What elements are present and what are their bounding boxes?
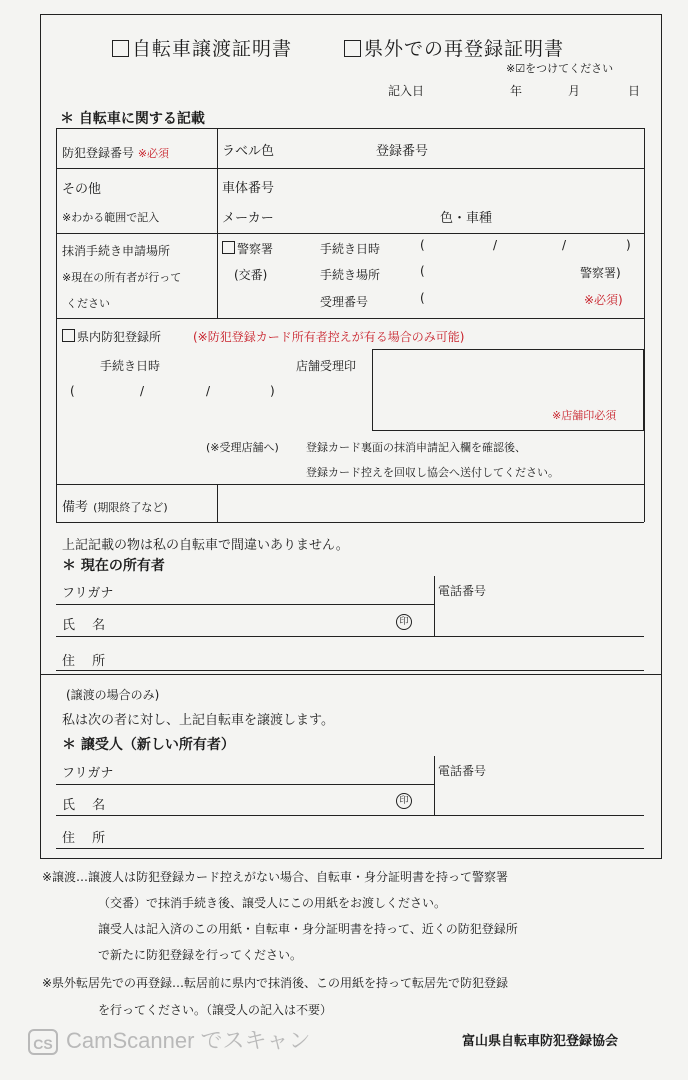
organization-name: 富山県自転車防犯登録協会 [462, 1034, 619, 1049]
form-frame [40, 14, 662, 859]
form-rule [56, 784, 434, 785]
color-type-label: 色・車種 [440, 211, 493, 226]
owner-heading: ＊ 現在の所有者 [62, 558, 165, 574]
date-year: 年 [510, 84, 523, 98]
checkbox-icon [222, 241, 235, 254]
crime-reg-no-label: 防犯登録番号 ※必須 [62, 146, 170, 160]
label-color-label: ラベル色 [222, 144, 275, 159]
owner-statement: 上記記載の物は私の自転車で間違いありません。 [62, 538, 349, 553]
paren-close: ) [626, 238, 631, 252]
owner-phone-label: 電話番号 [438, 584, 487, 598]
checkbox-icon [344, 40, 361, 57]
reg-number-label: 登録番号 [376, 144, 429, 159]
cancel-note-2: ください [66, 297, 110, 310]
police-option: 警察署 [222, 240, 273, 257]
form-rule [56, 670, 644, 671]
body-number-label: 車体番号 [222, 181, 275, 196]
paren-open: ( [420, 291, 425, 305]
table-rule [56, 318, 57, 522]
transferee-address-label: 住 所 [62, 831, 106, 846]
checkbox-icon [62, 329, 75, 342]
paren-close: ) [270, 384, 275, 398]
seal-icon: 印 [396, 793, 412, 809]
cancel-note-1: ※現在の所有者が行って [62, 271, 182, 284]
remarks-field[interactable] [222, 488, 640, 518]
to-store-line-1: 登録カード裏面の抹消申請記入欄を確認後、 [306, 441, 526, 454]
title-option-reregister: 県外での再登録証明書 [344, 34, 564, 61]
note-line-1: ※譲渡…譲渡人は防犯登録カード控えがない場合、自転車・身分証明書を持って警察署 [42, 870, 509, 884]
date-label: 記入日 [388, 84, 425, 98]
receipt-no-label: 受理番号 [320, 295, 369, 309]
to-store-line-2: 登録カード控えを回収し協会へ送付してください。 [306, 466, 559, 479]
transferee-name-label: 氏 名 [62, 798, 106, 813]
cancel-place-label: 抹消手続き申請場所 [62, 244, 171, 258]
form-rule [56, 636, 644, 637]
form-rule [56, 848, 644, 849]
date-day: 日 [628, 84, 641, 98]
transferee-heading: ＊ 譲受人（新しい所有者） [62, 737, 235, 753]
table-rule [644, 128, 645, 318]
transfer-only-note: (譲渡の場合のみ) [66, 688, 160, 702]
transferee-phone-label: 電話番号 [438, 764, 487, 778]
note-line-5: ※県外転居先での再登録…転居前に県内で抹消後、この用紙を持って転居先で防犯登録 [42, 976, 509, 990]
table-rule [217, 128, 218, 318]
remarks-label: 備考 (期限終了など) [62, 500, 168, 515]
table-rule [56, 128, 644, 129]
other-note: ※わかる範囲で記入 [62, 211, 160, 224]
owner-name-label: 氏 名 [62, 618, 106, 633]
form-rule [56, 815, 644, 816]
seal-icon: 印 [396, 614, 412, 630]
table-rule [56, 233, 644, 234]
proc-date-label: 手続き日時 [320, 242, 381, 256]
form-rule [434, 576, 435, 636]
watermark-text: CamScanner でスキャン [66, 1028, 311, 1053]
date-slash: / [562, 238, 567, 252]
store-seal-label: 店舗受理印 [296, 359, 357, 373]
table-rule [217, 484, 218, 522]
table-rule [644, 318, 645, 522]
koban-label: (交番) [234, 268, 268, 282]
table-rule [56, 484, 644, 485]
form-rule [434, 756, 435, 815]
paren-open: ( [420, 238, 425, 252]
store-seal-required: ※店舗印必須 [552, 409, 617, 422]
title-option-transfer: 自転車譲渡証明書 [112, 34, 292, 61]
date-month: 月 [568, 84, 581, 98]
table-rule [56, 318, 644, 319]
other-label: その他 [62, 182, 102, 197]
maker-label: メーカー [222, 211, 274, 226]
section-divider [40, 674, 662, 675]
transferee-furigana-label: フリガナ [62, 766, 114, 781]
camscanner-watermark [28, 1024, 311, 1055]
to-store-label: (※受理店舗へ) [206, 441, 279, 454]
in-pref-option: 県内防犯登録所 [62, 328, 161, 345]
police-station-label: 警察署) [580, 266, 621, 280]
owner-furigana-label: フリガナ [62, 586, 114, 601]
date-slash: / [140, 384, 145, 398]
date-slash: / [493, 238, 498, 252]
note-line-3: 譲受人は記入済のこの用紙・自転車・身分証明書を持って、近くの防犯登録所 [98, 922, 518, 936]
checkbox-icon [112, 40, 129, 57]
form-rule [56, 604, 434, 605]
note-line-6: を行ってください。（譲受人の記入は不要） [98, 1003, 333, 1017]
required-note: ※必須) [584, 293, 623, 307]
transfer-statement: 私は次の者に対し、上記自転車を譲渡します。 [62, 713, 334, 728]
camscanner-logo-icon: CS [28, 1029, 58, 1055]
in-pref-note: (※防犯登録カード所有者控えが有る場合のみ可能) [193, 330, 465, 344]
note-line-4: で新たに防犯登録を行ってください。 [98, 948, 303, 962]
proc-place-label: 手続き場所 [320, 268, 381, 282]
paren-open: ( [420, 264, 425, 278]
table-rule [56, 522, 644, 523]
table-rule [56, 168, 644, 169]
paren-open: ( [70, 384, 75, 398]
date-slash: / [206, 384, 211, 398]
bicycle-section-heading: ＊ 自転車に関する記載 [60, 111, 205, 127]
owner-address-label: 住 所 [62, 654, 106, 669]
table-rule [56, 128, 57, 318]
proc-date-label-2: 手続き日時 [100, 359, 161, 373]
note-line-2: （交番）で抹消手続き後、譲受人にこの用紙をお渡しください。 [98, 896, 447, 910]
check-note: ※☑をつけてください [506, 62, 614, 75]
